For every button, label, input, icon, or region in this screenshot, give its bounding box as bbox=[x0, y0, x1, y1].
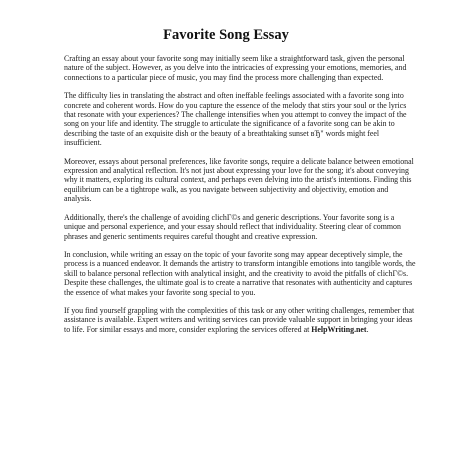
paragraph-intro: Crafting an essay about your favorite song may initially seem like a straightforward task, given the personal nature of the subject. However, as you delve into the intricacies of expressing your emotions, memories, and connections to a particular piece of music, you may find the process more challenging than expected. bbox=[64, 54, 407, 82]
helpwriting-link[interactable]: HelpWriting.net bbox=[311, 324, 367, 334]
paragraph-difficulty: The difficulty lies in translating the abstract and often ineffable feelings associated with a favorite song into concrete and coherent words. How do you capture the essence of the melody that stirs your soul or the lyrics that resonate with your experiences? The challenge intensifies when you attempt to convey the impact of the song on your life and identity. The struggle to articulate the significance of a favorite song can be akin to describing the taste of an exquisite dish or the beauty of a breathtaking sunset вЂ" words might feel insufficient. bbox=[64, 91, 407, 148]
help-text: If you find yourself grappling with the complexities of this task or any other writing challenges, remember that assistance is available. Expert writers and writing services can provide valuable support in bringing your ideas to life. For similar essays and more, consider exploring the services offered at bbox=[64, 305, 415, 334]
paragraph-conclusion: In conclusion, while writing an essay on the topic of your favorite song may appear deceptively simple, the process is a nuanced endeavor. It demands the artistry to transform intangible emotions into tangible words, the skill to balance personal reflection with analytical insight, and the creativity to avoid the pitfalls of clichГ©s. Despite these challenges, the ultimate goal is to create a narrative that resonates with authenticity and captures the essence of what makes your favorite song special to you. bbox=[64, 249, 416, 297]
paragraph-cliches: Additionally, there's the challenge of avoiding clichГ©s and generic descriptions. Your favorite song is a unique and personal experience, and your essay should reflect that individuality. Steering clear of common phrases and generic sentiments requires careful thought and creative expression. bbox=[64, 212, 401, 241]
paragraph-balance: Moreover, essays about personal preferences, like favorite songs, require a delicate balance between emotional expression and analytical reflection. It's not just about expressing your love for the song; it's about conveying why it matters, exploring its cultural context, and perhaps even delving into the artist's intentions. Finding this equilibrium can be a tightrope walk, as you navigate between subjectivity and objectivity, emotion and analysis. bbox=[64, 156, 414, 204]
paragraph-help bbox=[64, 306, 416, 334]
document-title: Favorite Song Essay bbox=[163, 27, 289, 43]
help-text-end: . bbox=[366, 324, 369, 334]
document-body bbox=[64, 54, 416, 343]
